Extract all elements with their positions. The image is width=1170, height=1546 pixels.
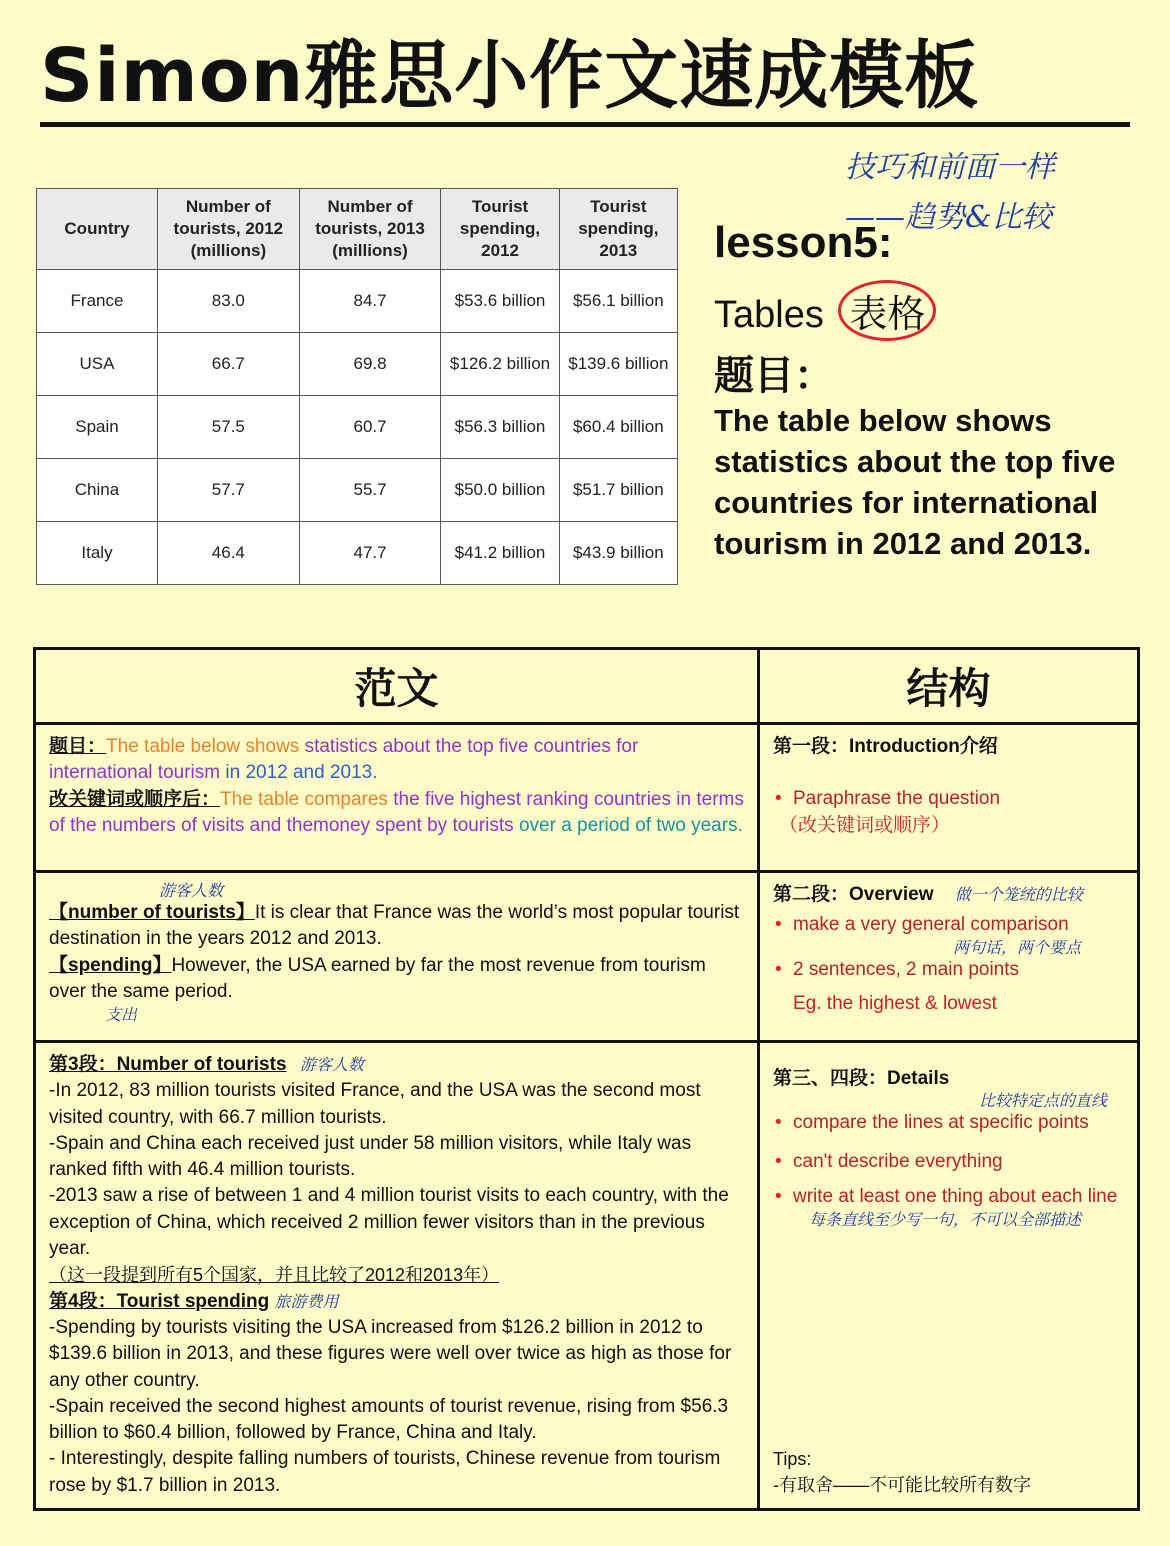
paragraph-line: -Spending by tourists visiting the USA increased from $126.2 billion in 2012 to $139.6 billion in 2013, and these figures were well over twice as high as those for any other country.	[49, 1316, 732, 1391]
tips-heading: Tips:	[773, 1449, 812, 1469]
column-header: Tourist spending, 2012	[441, 189, 559, 270]
question-segment: in 2012 and 2013.	[225, 762, 378, 784]
table-cell: 57.7	[158, 459, 300, 522]
handwritten-note: 游客人数	[159, 881, 224, 900]
bullet-item: • Paraphrase the question	[793, 786, 1124, 812]
handwritten-note: 旅游费用	[274, 1291, 339, 1311]
handwritten-note-top: 技巧和前面一样	[845, 150, 1055, 185]
paraphrase-segment: over a period of two years.	[518, 814, 743, 836]
handwritten-note: 比较特定点的直线	[979, 1091, 1108, 1111]
bullet-item: • write at least one thing about each line	[793, 1187, 1124, 1207]
column-header: Tourist spending, 2013	[559, 189, 677, 270]
lesson-type-cn-circled: 表格	[838, 280, 936, 341]
bullet-item: • make a very general comparison	[793, 912, 1124, 938]
table-row	[37, 270, 678, 333]
overview-model-text	[37, 874, 756, 1033]
table-cell: 60.7	[299, 396, 441, 459]
paragraph3-heading: 第3段：Number of tourists	[49, 1054, 287, 1075]
lesson-title: lesson5:	[714, 218, 893, 267]
paragraph-line: -Spain and China each received just under 58 million visitors, while Italy was ranked fifth with 46.4 million tourists.	[49, 1132, 692, 1181]
paragraph-line: - Interestingly, despite falling numbers of tourists, Chinese revenue from tourism rose by $1.7 billion in 2013.	[49, 1448, 721, 1496]
tips-block	[773, 1446, 1031, 1498]
lesson-type	[714, 280, 936, 341]
handwritten-note: 两句话，两个要点	[953, 937, 1082, 957]
paraphrase-segment: terms of the numbers of visits and themoney spent by tourists	[49, 788, 744, 836]
page-title: Simon雅思小作文速成模板	[40, 33, 980, 119]
table-cell: 69.8	[299, 333, 441, 396]
essay-structure-table	[33, 647, 1140, 1511]
paragraph-line: -Spain received the second highest amounts of tourist revenue, rising from $56.3 billion to $60.4 billion, followed by France, China and Italy.	[49, 1395, 729, 1444]
column-header: Number of tourists, 2013 (millions)	[299, 189, 441, 270]
title-divider	[40, 122, 1130, 127]
example-text: Eg. the highest & lowest	[793, 992, 997, 1014]
overview-sentence: It is clear that France was the world’s most popular tourist destination in the years 2012 and 2013.	[49, 902, 740, 950]
table-cell: 57.5	[158, 396, 300, 459]
table-cell: France	[37, 270, 158, 333]
handwritten-note: 每条直线至少写一句，不可以全部描述	[809, 1209, 1082, 1229]
table-cell: $56.3 billion	[441, 396, 559, 459]
question-segment: The table below shows	[106, 736, 300, 757]
paragraph4-heading: 第4段：Tourist spending	[49, 1290, 270, 1312]
question-text: The table below shows statistics about the top five countries for international tourism in 2012 and 2013.	[714, 403, 1116, 561]
column-header-structure: 结构	[759, 649, 1139, 724]
section-heading: 第三、四段：Details	[773, 1068, 950, 1089]
table-cell: $126.2 billion	[441, 333, 559, 396]
column-header-model-essay: 范文	[35, 649, 759, 724]
table-cell: Italy	[37, 522, 158, 585]
table-cell: $139.6 billion	[559, 333, 677, 396]
bullet-subtext: （改关键词或顺序）	[779, 814, 951, 836]
table-cell: 66.7	[158, 333, 300, 396]
intro-model-text	[37, 726, 756, 847]
tag-spending: 【spending】	[49, 954, 172, 976]
lesson-type-en: Tables	[714, 294, 824, 336]
overview-sentence: However, the USA earned by far the most revenue from tourism over the same period.	[49, 954, 706, 1002]
bullet-item: • compare the lines at specific points	[793, 1110, 1124, 1136]
tips-text: -有取舍——不可能比较所有数字	[773, 1475, 1031, 1495]
question-segment: international tourism	[49, 762, 221, 784]
data-table-header-row	[37, 189, 678, 270]
table-cell: $53.6 billion	[441, 270, 559, 333]
tag-number-of-tourists: 【number of tourists】	[49, 902, 255, 923]
question-segment: statistics about the top five countries for	[304, 736, 639, 757]
table-cell: Spain	[37, 396, 158, 459]
paragraph-note: （这一段提到所有5个国家，并且比较了2012和2013年）	[49, 1265, 500, 1286]
table-cell: $60.4 billion	[559, 396, 677, 459]
tourism-data-table	[36, 188, 678, 585]
paraphrase-label: 改关键词或顺序后：	[49, 788, 221, 810]
handwritten-note-trend: ——趋势&比较	[845, 200, 1052, 235]
details-model-text	[37, 1044, 756, 1507]
section-heading: 第一段：Introduction介绍	[773, 736, 998, 757]
paraphrase-segment: The table compares	[220, 788, 388, 810]
section-heading: 第二段：Overview	[773, 884, 934, 905]
table-row	[37, 333, 678, 396]
handwritten-note: 游客人数	[299, 1055, 364, 1074]
table-cell: $41.2 billion	[441, 522, 559, 585]
table-cell: $51.7 billion	[559, 459, 677, 522]
table-cell: USA	[37, 333, 158, 396]
handwritten-note: 支出	[105, 1005, 138, 1025]
question-label: 题目：	[49, 736, 107, 757]
table-row	[37, 459, 678, 522]
column-header: Country	[37, 189, 158, 270]
table-cell: 55.7	[299, 459, 441, 522]
table-cell: $43.9 billion	[559, 522, 677, 585]
bullet-item: • 2 sentences, 2 main points	[793, 957, 1124, 983]
table-cell: 47.7	[299, 522, 441, 585]
column-header: Number of tourists, 2012 (millions)	[158, 189, 300, 270]
table-cell: $56.1 billion	[559, 270, 677, 333]
table-cell: China	[37, 459, 158, 522]
paragraph-line: -In 2012, 83 million tourists visited France, and the USA was the second most visited country, with 66.7 million tourists.	[49, 1080, 701, 1128]
intro-structure	[761, 726, 1136, 847]
paraphrase-segment: the five highest ranking countries in	[393, 788, 692, 810]
table-row	[37, 396, 678, 459]
paragraph-line: -2013 saw a rise of between 1 and 4 million tourist visits to each country, with the exception of China, which received 2 million fewer visitors than in the previous year.	[49, 1185, 729, 1260]
details-structure	[761, 1044, 1136, 1506]
table-cell: 84.7	[299, 270, 441, 333]
overview-structure	[761, 874, 1136, 1025]
table-cell: 46.4	[158, 522, 300, 585]
table-cell: 83.0	[158, 270, 300, 333]
table-cell: $50.0 billion	[441, 459, 559, 522]
question-heading: 题目：	[714, 354, 834, 398]
bullet-item: • can't describe everything	[793, 1149, 1124, 1175]
handwritten-note: 做一个笼统的比较	[954, 885, 1083, 904]
table-row	[37, 522, 678, 585]
